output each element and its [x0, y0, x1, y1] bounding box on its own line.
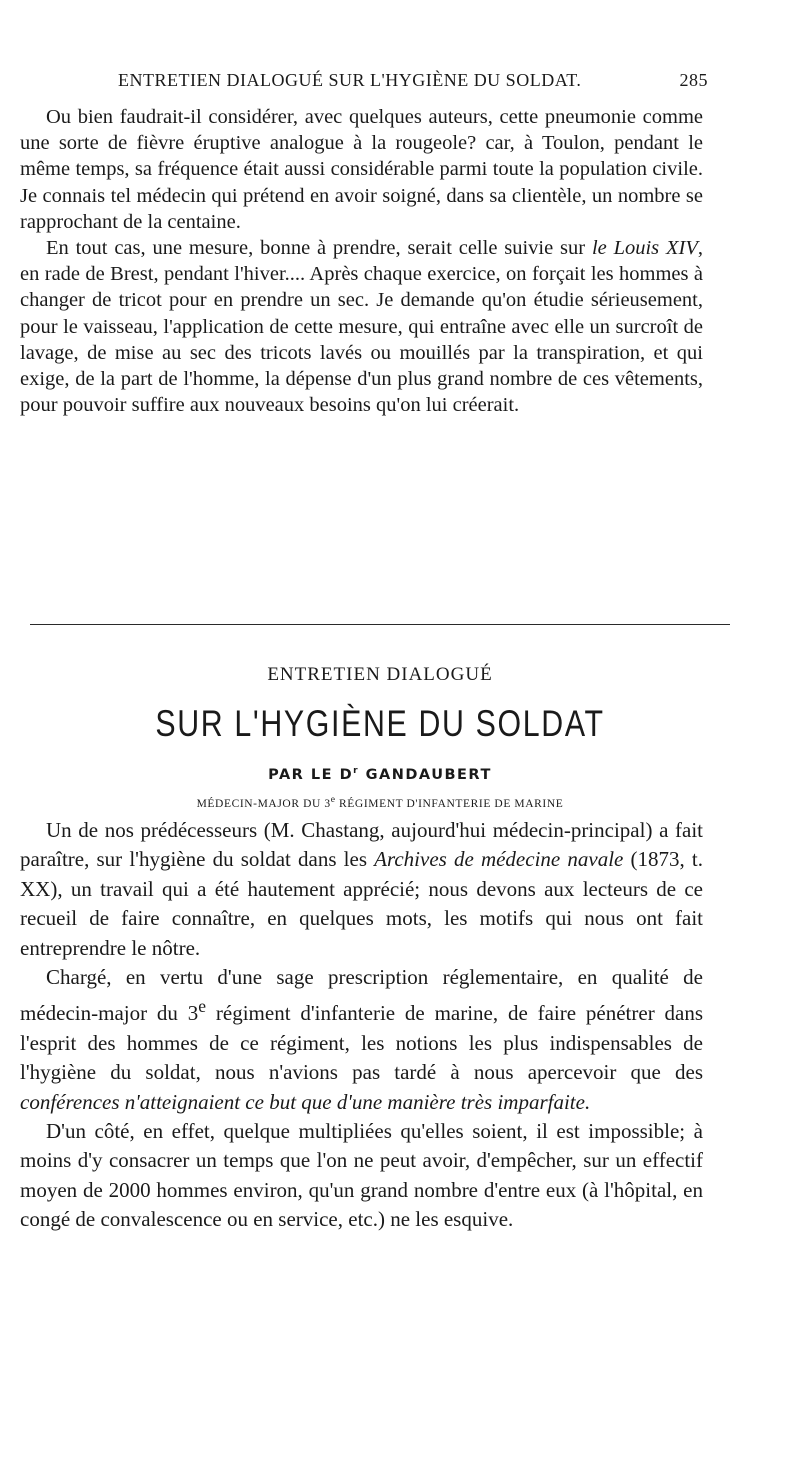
paragraph-predecesseurs-start: Un de nos prédécesseurs (M. Chastang, aujourd'hui médecin-principal) a fait paraître, sur l'hygiène du soldat dans les — [20, 818, 703, 872]
ship-name: le Louis XIV — [591, 237, 698, 260]
regiment-sup: e — [198, 996, 207, 1017]
affiliation-end: RÉGIMENT D'INFANTERIE DE MARINE — [335, 797, 564, 810]
author-affiliation — [0, 794, 760, 810]
affiliation-start: MÉDECIN-MAJOR DU 3 — [196, 797, 331, 810]
paragraph-charge — [20, 963, 703, 1117]
paragraph-pneumonie: Ou bien faudrait-il considérer, avec quelques auteurs, cette pneumonie comme une sorte de fièvre éruptive analogue à la rougeole? car, à Toulon, pendant le même temps, sa fréquence était aussi considérable parmi toute la population civile. Je connais tel médecin qui prétend en avoir soigné, dans sa clientèle, un nombre se rapprochant de la centaine. — [20, 106, 703, 233]
paragraph-charge-italic: conférences n'atteignaient ce but que d'une manière très imparfaite. — [20, 1089, 591, 1114]
author-title-sup: r — [353, 766, 360, 776]
journal-name: Archives de médecine navale — [374, 847, 624, 872]
running-head-title: ENTRETIEN DIALOGUÉ SUR L'HYGIÈNE DU SOLDAT. — [118, 70, 582, 90]
author-name: GANDAUBERT — [359, 766, 492, 783]
author-prefix: PAR LE D — [268, 766, 354, 783]
previous-article-text — [20, 104, 703, 418]
paragraph-charge-middle: régiment d'infanterie de marine, de faire pénétrer dans l'esprit des hommes de ce régiment, les notions les plus indispensables de l'hygiène du soldat, nous n'avions pas tardé à nous apercevoir que des — [20, 1001, 704, 1085]
article-body — [20, 816, 703, 1235]
article-title: SUR L'HYGIÈNE DU SOLDAT — [155, 703, 605, 744]
article-author — [0, 766, 760, 783]
paragraph-mesure-start: En tout cas, une mesure, bonne à prendre, serait celle suivie sur — [46, 237, 592, 260]
running-head — [108, 70, 708, 98]
section-divider — [30, 624, 730, 625]
paragraph-predecesseurs-end: (1873, t. XX), un travail qui a été hautement apprécié; nous devons aux lecteurs de ce recueil de faire connaître, en quelques mots, les motifs qui nous ont fait entreprendre le nôtre. — [20, 847, 703, 960]
paragraph-predecesseurs — [20, 816, 703, 963]
page-number: 285 — [679, 70, 708, 90]
paragraph-mesure — [20, 235, 703, 418]
article-kicker: ENTRETIEN DIALOGUÉ — [267, 664, 493, 685]
paragraph-effet: D'un côté, en effet, quelque multipliées qu'elles soient, il est impossible; à moins d'y consacrer un temps que l'on ne peut avoir, d'empêcher, sur un effectif moyen de 2000 hommes environ, qu'un grand nombre d'entre eux (à l'hôpital, en congé de convalescence ou en service, etc.) ne les esquive. — [20, 1119, 703, 1232]
paragraph-mesure-end: , en rade de Brest, pendant l'hiver.... Après chaque exercice, on forçait les hommes à changer de tricot pour en prendre un sec. Je demande qu'on étudie sérieusement, pour le vaisseau, l'application de cette mesure, qui entraîne avec elle un surcroît de lavage, de mise au sec des tricots lavés ou mouillés par la transpiration, et qui exige, de la part de l'homme, la dépense d'un plus grand nombre de ces vêtements, pour pouvoir suffire aux nouveaux besoins qu'on lui créerait. — [20, 237, 703, 417]
affiliation-sup: e — [330, 794, 336, 805]
paragraph-charge-start: Chargé, en vertu d'une sage prescription réglementaire, en qualité de médecin-major du 3 — [20, 965, 703, 1026]
